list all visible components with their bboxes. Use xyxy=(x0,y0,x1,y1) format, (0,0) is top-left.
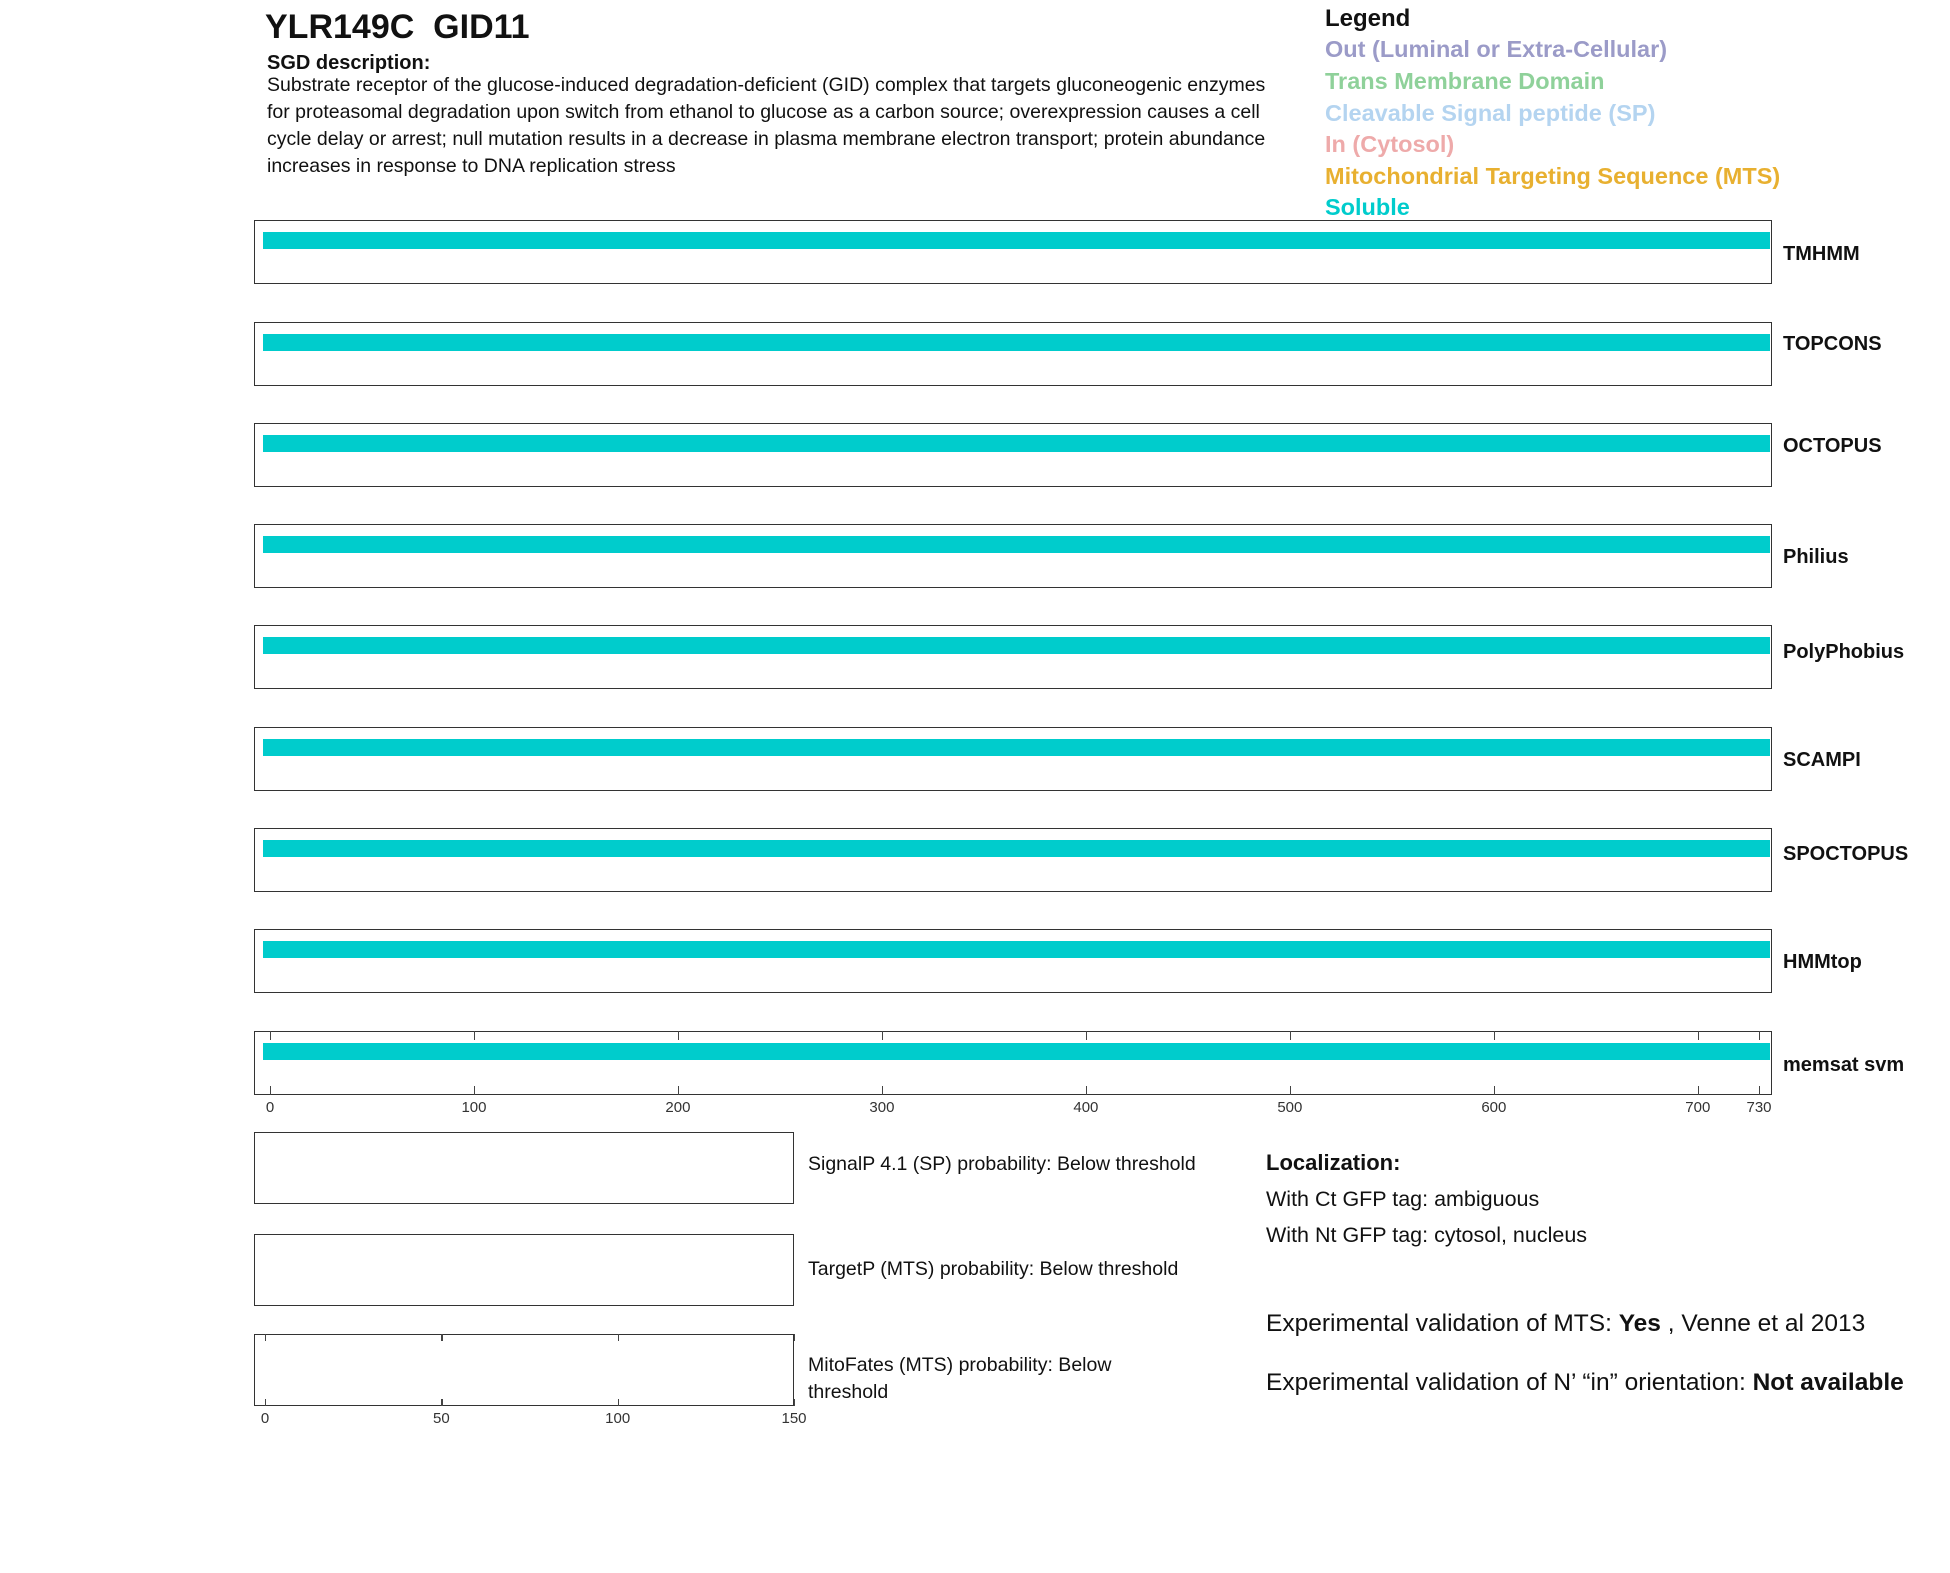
experimental-orientation xyxy=(1266,1366,1926,1399)
soluble-segment xyxy=(263,232,1770,249)
x-tick xyxy=(1759,1031,1760,1040)
track-label-hmmtop: HMMtop xyxy=(1783,951,1862,973)
prob-tick-label: 50 xyxy=(432,1410,450,1427)
experimental-mts xyxy=(1266,1307,1926,1340)
track-label-octopus: OCTOPUS xyxy=(1783,435,1882,457)
localization-heading: Localization: xyxy=(1266,1150,1401,1175)
prob-tick-label: 150 xyxy=(781,1410,807,1427)
soluble-segment xyxy=(263,739,1770,756)
x-tick xyxy=(1290,1086,1291,1095)
signalp-probability-label: SignalP 4.1 (SP) probability: Below threshold xyxy=(808,1153,1196,1175)
track-philius xyxy=(254,524,1772,588)
soluble-segment xyxy=(263,334,1770,351)
x-tick-label: 100 xyxy=(461,1099,487,1116)
x-tick xyxy=(1494,1031,1495,1040)
soluble-segment xyxy=(263,941,1770,958)
soluble-segment xyxy=(263,637,1770,654)
x-tick xyxy=(270,1031,271,1040)
track-label-philius: Philius xyxy=(1783,546,1849,568)
page-title: YLR149C GID11 xyxy=(265,8,530,46)
x-tick xyxy=(882,1031,883,1040)
track-label-polyphobius: PolyPhobius xyxy=(1783,641,1905,663)
experimental-orientation-value: Not available xyxy=(1752,1369,1904,1396)
track-label-topcons: TOPCONS xyxy=(1783,333,1882,355)
signalp-probability-box xyxy=(254,1132,794,1204)
prob-tick xyxy=(618,1334,619,1341)
x-tick-label: 600 xyxy=(1481,1099,1507,1116)
prob-tick xyxy=(265,1399,266,1406)
x-tick-label: 200 xyxy=(665,1099,691,1116)
track-label-scampi: SCAMPI xyxy=(1783,749,1861,771)
x-tick-label: 400 xyxy=(1073,1099,1099,1116)
x-tick xyxy=(270,1086,271,1095)
soluble-segment xyxy=(263,536,1770,553)
track-polyphobius xyxy=(254,625,1772,689)
x-tick xyxy=(1086,1086,1087,1095)
track-topcons xyxy=(254,322,1772,386)
prob-tick xyxy=(441,1334,442,1341)
soluble-segment xyxy=(263,1043,1770,1060)
legend-item-sp: Cleavable Signal peptide (SP) xyxy=(1325,100,1656,126)
targetp-probability-box xyxy=(254,1234,794,1306)
soluble-segment xyxy=(263,435,1770,452)
track-memsat-svm xyxy=(254,1031,1772,1095)
x-tick xyxy=(474,1086,475,1095)
x-tick-label: 700 xyxy=(1685,1099,1711,1116)
x-tick xyxy=(1494,1086,1495,1095)
x-tick xyxy=(1290,1031,1291,1040)
prob-tick xyxy=(794,1399,795,1406)
prob-tick xyxy=(618,1399,619,1406)
legend-item-soluble: Soluble xyxy=(1325,194,1410,220)
legend-item-in: In (Cytosol) xyxy=(1325,131,1455,157)
prob-tick-label: 100 xyxy=(605,1410,631,1427)
soluble-segment xyxy=(263,840,1770,857)
track-hmmtop xyxy=(254,929,1772,993)
mitofates-probability-box xyxy=(254,1334,794,1406)
track-tmhmm xyxy=(254,220,1772,284)
legend-item-mts: Mitochondrial Targeting Sequence (MTS) xyxy=(1325,163,1781,189)
prob-tick xyxy=(441,1399,442,1406)
targetp-probability-label: TargetP (MTS) probability: Below threshold xyxy=(808,1258,1179,1280)
prob-tick xyxy=(265,1334,266,1341)
x-tick xyxy=(882,1086,883,1095)
x-tick-label: 0 xyxy=(265,1099,275,1116)
experimental-mts-suffix: , Venne et al 2013 xyxy=(1660,1310,1866,1337)
x-tick xyxy=(1698,1031,1699,1040)
x-tick-label: 500 xyxy=(1277,1099,1303,1116)
legend-item-out: Out (Luminal or Extra-Cellular) xyxy=(1325,36,1668,62)
x-tick xyxy=(678,1086,679,1095)
sgd-heading: SGD description: xyxy=(267,52,431,74)
prob-tick xyxy=(794,1334,795,1341)
track-octopus xyxy=(254,423,1772,487)
track-label-memsat-svm: memsat svm xyxy=(1783,1054,1905,1076)
track-scampi xyxy=(254,727,1772,791)
x-tick-label: 300 xyxy=(869,1099,895,1116)
legend-item-tm: Trans Membrane Domain xyxy=(1325,68,1605,94)
x-tick xyxy=(678,1031,679,1040)
track-label-spoctopus: SPOCTOPUS xyxy=(1783,843,1909,865)
experimental-orientation-prefix: Experimental validation of N’ “in” orientation: xyxy=(1266,1369,1753,1396)
x-tick xyxy=(1698,1086,1699,1095)
x-tick xyxy=(474,1031,475,1040)
track-spoctopus xyxy=(254,828,1772,892)
mitofates-probability-label: MitoFates (MTS) probability: Below threshold xyxy=(808,1354,1112,1403)
localization-ct: With Ct GFP tag: ambiguous xyxy=(1266,1187,1540,1211)
x-tick xyxy=(1086,1031,1087,1040)
x-tick-label: 730 xyxy=(1746,1099,1772,1116)
prob-tick-label: 0 xyxy=(260,1410,270,1427)
legend-title: Legend xyxy=(1325,5,1411,32)
x-tick xyxy=(1759,1086,1760,1095)
localization-nt: With Nt GFP tag: cytosol, nucleus xyxy=(1266,1223,1588,1247)
experimental-mts-value: Yes xyxy=(1618,1310,1661,1337)
track-label-tmhmm: TMHMM xyxy=(1783,243,1860,265)
experimental-mts-prefix: Experimental validation of MTS: xyxy=(1266,1310,1619,1337)
sgd-description: Substrate receptor of the glucose-induced degradation-deficient (GID) complex that targets gluconeogenic enzymes for proteasomal degradation upon switch from ethanol to glucose as a carbon source; overexpression causes a cell cycle delay or arrest; null mutation results in a decrease in plasma membrane electron transport; protein abundance increases in response to DNA replication stress xyxy=(267,74,1266,177)
